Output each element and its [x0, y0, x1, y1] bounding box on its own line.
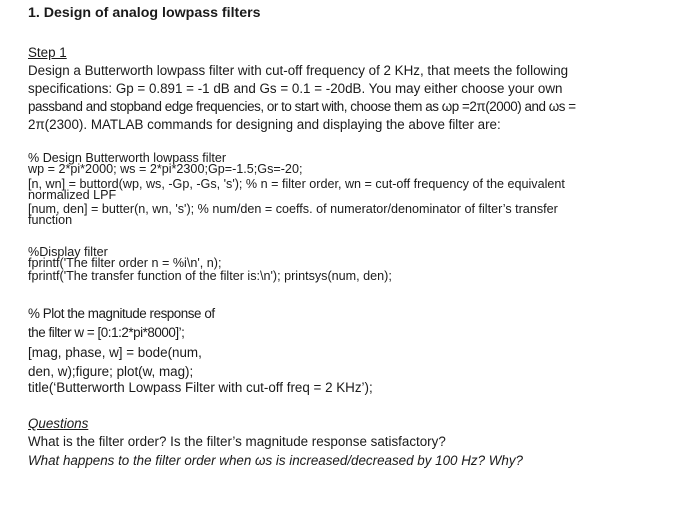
plot-title-line: title(‘Butterworth Lowpass Filter with cut-off freq = 2 KHz’);	[28, 380, 373, 395]
question-2: What happens to the filter order when ωs is increased/decreased by 100 Hz? Why?	[28, 453, 523, 468]
design-comment: % Design Butterworth lowpass filter	[28, 151, 227, 165]
questions-title: Questions	[28, 416, 89, 431]
step-paragraph-line-4: 2π(2300). MATLAB commands for designing and displaying the above filter are:	[28, 117, 501, 132]
step-title: Step 1	[28, 45, 67, 60]
display-comment: %Display filter	[28, 245, 108, 259]
bode-line-continued: den, w);figure; plot(w, mag);	[28, 364, 194, 379]
fprintf-transfer-line: fprintf('The transfer function of the filter is:\n'); printsys(num, den);	[28, 269, 392, 283]
step-paragraph-line-1: Design a Butterworth lowpass filter with cut-off frequency of 2 KHz, that meets the following	[28, 63, 569, 78]
butter-line: [num, den] = butter(n, wn, 's'); % num/den = coeffs. of numerator/denominator of filter’s transfer	[28, 202, 558, 216]
plot-comment: % Plot the magnitude response of	[28, 306, 215, 321]
section-heading: 1. Design of analog lowpass filters	[28, 5, 261, 21]
buttord-line: [n, wn] = buttord(wp, ws, -Gp, -Gs, 's'); % n = filter order, wn = cut-off frequency of the equivalent	[28, 177, 565, 191]
design-spec-line: wp = 2*pi*2000; ws = 2*pi*2300;Gp=-1.5;Gs=-20;	[28, 162, 303, 176]
fprintf-order-line: fprintf('The filter order n = %i\n', n);	[28, 256, 222, 270]
step-paragraph-line-2: specifications: Gp = 0.891 = -1 dB and Gs = 0.1 = -20dB. You may either choose your own	[28, 81, 563, 96]
bode-line: [mag, phase, w] = bode(num,	[28, 345, 202, 360]
step-paragraph-line-3: passband and stopband edge frequencies, or to start with, choose them as ωp =2π(2000) and ωs =	[28, 99, 576, 114]
butter-line-continued: function	[28, 213, 73, 227]
question-1: What is the filter order? Is the filter’s magnitude response satisfactory?	[28, 434, 446, 449]
plot-frequency-vector-line: the filter w = [0:1:2*pi*8000]’;	[28, 325, 185, 340]
buttord-line-continued: normalized LPF	[28, 188, 117, 202]
